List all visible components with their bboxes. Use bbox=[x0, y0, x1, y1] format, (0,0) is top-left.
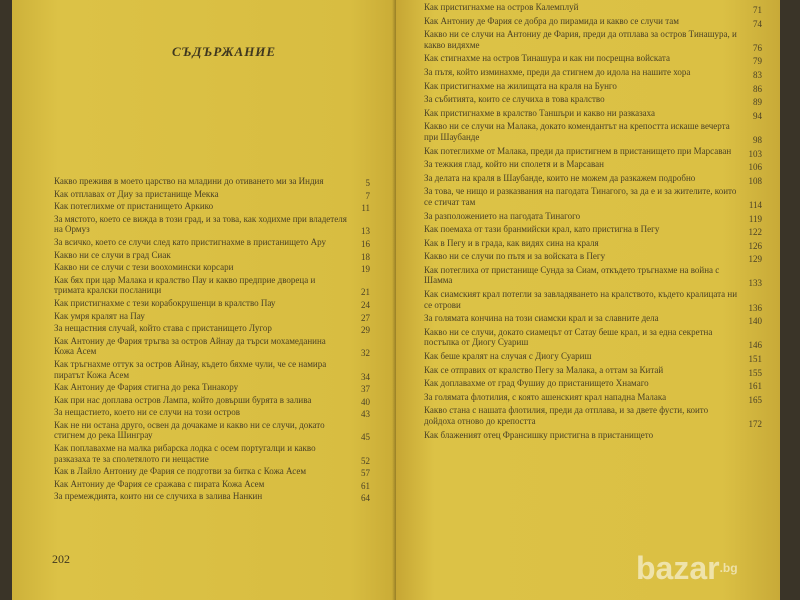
toc-entry-page: 155 bbox=[748, 367, 762, 378]
toc-entry-page: 61 bbox=[361, 480, 370, 491]
toc-entry-title: Как бях при цар Малака и кралство Пау и какво предприе двореца и тримата кралски посланици bbox=[54, 274, 316, 296]
toc-entry bbox=[424, 265, 762, 289]
toc-entry-page: 89 bbox=[753, 97, 762, 108]
watermark-text: bazar bbox=[636, 550, 720, 586]
toc-entry-title: Как се отправих от кралство Пегу за Малака, а оттам за Китай bbox=[424, 364, 664, 375]
page-number: 202 bbox=[52, 552, 70, 566]
left-page bbox=[12, 0, 396, 600]
toc-entry-title: За събитията, които се случиха в това кралство bbox=[424, 94, 605, 105]
toc-entry-title: Как беше кралят на случая с Диогу Суариш bbox=[424, 351, 592, 362]
toc-entry-page: 13 bbox=[361, 226, 370, 237]
toc-entry-page: 43 bbox=[361, 409, 370, 420]
toc-entry-title: Какво ни се случи в град Сиак bbox=[54, 249, 171, 260]
toc-entry-page: 151 bbox=[748, 354, 762, 365]
toc-entry bbox=[54, 201, 370, 214]
toc-entry bbox=[54, 298, 370, 311]
toc-entry-page: 5 bbox=[365, 178, 370, 188]
toc-entry-page: 86 bbox=[753, 83, 762, 94]
toc-entry-page: 74 bbox=[753, 18, 762, 29]
toc-entry-title: Какво ни се случи на Антониу де Фария, преди да отплава за остров Тинашура, и какво видяхме bbox=[424, 29, 737, 50]
toc-entry-title: Как умря кралят на Пау bbox=[54, 310, 145, 321]
toc-entry-title: За мястото, което се вижда в този град, и за това, как ходихме при владетеля на Ормуз bbox=[54, 213, 347, 235]
toc-entry-title: Как потеглихме от Малака, преди да пристигнем в пристанището при Марсаван bbox=[424, 145, 732, 156]
toc-entry-page: 129 bbox=[748, 254, 762, 265]
toc-entry-page: 146 bbox=[748, 340, 762, 351]
toc-entry bbox=[424, 289, 762, 313]
toc-entry bbox=[54, 214, 370, 237]
toc-entry bbox=[424, 327, 762, 351]
toc-entry bbox=[424, 94, 762, 108]
toc-entry bbox=[424, 2, 762, 16]
toc-entry-page: 172 bbox=[748, 419, 762, 429]
toc-entry-title: Как пристигнахме с тези корабокрушенци в кралство Пау bbox=[54, 297, 276, 308]
toc-entry bbox=[54, 275, 370, 298]
toc-entry-title: Как тръгнахме оттук за остров Айнау, където бяхме чули, че се намира пиратът Кожа Асем bbox=[54, 358, 327, 380]
toc-entry bbox=[424, 365, 762, 379]
toc-entry-title: Как потеглиха от пристанище Сунда за Сиам, откъдето тръгнахме на война с Шамма bbox=[424, 264, 720, 286]
toc-entry-page: 52 bbox=[361, 455, 370, 466]
toc-entry-page: 106 bbox=[748, 162, 762, 173]
toc-entry-title: Какво ни се случи, докато сиамецът от Сатау беше крал, и за една секретна постъпка от Диогу Суариш bbox=[424, 326, 713, 348]
toc-entry-title: За голямата флотилия, с която ашенският крал нападна Малака bbox=[424, 391, 667, 402]
toc-entry bbox=[424, 29, 762, 53]
toc-entry bbox=[424, 53, 762, 67]
toc-entry-title: Как пристигнахме на жилищата на краля на Бунго bbox=[424, 80, 617, 91]
toc-entry-title: Какво ни се случи по пътя и за войската в Пегу bbox=[424, 251, 606, 262]
toc-entry bbox=[424, 121, 762, 145]
toc-entry-title: За това, че нищо и разказвания на пагодата Тинагого, за да е и за жителите, които се стичат там bbox=[424, 186, 737, 207]
toc-entry-title: Как при нас доплава остров Лампа, който довърши бурята в залива bbox=[54, 394, 312, 405]
toc-entry bbox=[424, 108, 762, 122]
toc-entry-title: Как доплавахме от град Фушиу до пристанището Хнамаго bbox=[424, 378, 649, 389]
toc-entry-title: Как Антониу де Фария се добра до пирамида и какво се случи там bbox=[424, 15, 679, 26]
toc-entry-page: 21 bbox=[361, 287, 370, 298]
toc-entry bbox=[424, 351, 762, 365]
toc-entry-title: Как поемаха от тази бранмийски крал, като пристигна в Пегу bbox=[424, 224, 660, 235]
toc-entry bbox=[424, 211, 762, 225]
toc-entry bbox=[424, 159, 762, 173]
toc-entry-title: За пътя, който изминахме, преди да стигнем до идола на нашите хора bbox=[424, 66, 691, 77]
toc-entry bbox=[424, 430, 762, 444]
toc-entry bbox=[424, 238, 762, 252]
toc-entry-page: 11 bbox=[361, 203, 370, 214]
toc-entry-title: За голямата кончина на този сиамски крал и за славните дела bbox=[424, 313, 659, 324]
toc-entry-title: За всичко, което се случи след като пристигнахме в пристанището Ару bbox=[54, 236, 326, 247]
toc-entry-title: За делата на краля в Шаубанде, които не можем да разкажем подробно bbox=[424, 172, 696, 183]
toc-entry-title: Как пристигнахме на остров Калемплуй bbox=[424, 2, 579, 12]
toc-entry-page: 34 bbox=[361, 371, 370, 382]
toc-entry-page: 45 bbox=[361, 432, 370, 443]
toc-entry-page: 18 bbox=[361, 251, 370, 262]
toc-entry-page: 133 bbox=[748, 278, 762, 289]
toc-entry-page: 19 bbox=[361, 264, 370, 275]
toc-entry-page: 108 bbox=[748, 175, 762, 186]
toc-entry-title: Какво стана с нашата флотилия, преди да отплава, и за двете фусти, които дойдоха отново до крепостта bbox=[424, 405, 709, 426]
toc-entry bbox=[424, 146, 762, 160]
toc-entry bbox=[54, 420, 370, 443]
toc-entry-title: Как не ни остана друго, освен да дочакаме и какво ни се случи, докато стигнем до река Шинграу bbox=[54, 419, 325, 441]
toc-entry-title: За премеждията, които ни се случиха в залива Нанкин bbox=[54, 491, 263, 502]
toc-entry-page: 119 bbox=[748, 213, 762, 224]
toc-entry-page: 140 bbox=[748, 316, 762, 327]
right-page bbox=[396, 0, 780, 600]
toc-entry-page: 71 bbox=[753, 5, 762, 15]
toc-entry-page: 29 bbox=[361, 325, 370, 336]
toc-entry-title: Как Антониу де Фария стигна до река Тинакору bbox=[54, 382, 239, 393]
toc-entry-title: Как потеглихме от пристанището Аркико bbox=[54, 201, 214, 212]
toc-entry-title: Как Антониу де Фария се сражава с пирата Кожа Асем bbox=[54, 478, 265, 489]
toc-entry-title: За нещастието, което ни се случи на този остров bbox=[54, 407, 240, 418]
toc-entry-page: 83 bbox=[753, 69, 762, 80]
toc-entry-page: 40 bbox=[361, 396, 370, 407]
toc-entry-title: Какво ни се случи с тези воохомински корсари bbox=[54, 262, 234, 273]
toc-entry-title: Как стигнахме на остров Тинашура и как ни посрещна войската bbox=[424, 53, 670, 64]
toc-entry-page: 57 bbox=[361, 468, 370, 479]
toc-entry-title: Как в Пегу и в града, как видях сина на краля bbox=[424, 237, 599, 248]
watermark-tld: .bg bbox=[719, 561, 738, 575]
toc-entry bbox=[424, 378, 762, 392]
watermark-logo bbox=[636, 548, 786, 588]
toc-entry bbox=[54, 311, 370, 324]
toc-entry-title: Как пристигнахме в кралство Таншъри и какво ни разказаха bbox=[424, 107, 656, 118]
toc-entry-page: 7 bbox=[365, 190, 370, 201]
toc-entry bbox=[424, 67, 762, 81]
toc-entry bbox=[424, 224, 762, 238]
toc-entry bbox=[424, 186, 762, 210]
toc-entry-page: 98 bbox=[753, 134, 762, 145]
toc-entry-page: 94 bbox=[753, 110, 762, 121]
toc-entry bbox=[54, 491, 370, 504]
toc-entry bbox=[54, 382, 370, 395]
toc-entry-title: Как блаженият отец Франсишку пристигна в пристанището bbox=[424, 429, 654, 440]
toc-entry-page: 161 bbox=[748, 381, 762, 392]
toc-entry-title: Как сиамският крал потегли за завладяването на кралството, където кралицата ни се отрови bbox=[424, 289, 738, 310]
toc-entry bbox=[424, 405, 762, 429]
toc-entry bbox=[54, 466, 370, 479]
toc-entry bbox=[54, 237, 370, 250]
toc-entry-page: 126 bbox=[748, 240, 762, 251]
toc-entry bbox=[424, 173, 762, 187]
toc-entry-page: 27 bbox=[361, 312, 370, 323]
toc-entry-title: Как Антониу де Фария тръгва за остров Айнау да търси мохамеданина Кожа Асем bbox=[54, 335, 326, 357]
toc-entry bbox=[54, 407, 370, 420]
toc-entry bbox=[424, 313, 762, 327]
toc-entry bbox=[424, 392, 762, 406]
toc-entry bbox=[54, 176, 370, 189]
toc-entry-title: За разположението на пагодата Тинагого bbox=[424, 210, 581, 221]
toc-entry-page: 37 bbox=[361, 384, 370, 395]
toc-entry-title: Какво ни се случи на Малака, докато комендантът на крепостта искаше вечерта при Шаубанде bbox=[424, 121, 730, 142]
toc-entry bbox=[54, 359, 370, 382]
toc-entry-title: За тежкия глад, който ни сполетя и в Марсаван bbox=[424, 159, 604, 170]
toc-entry bbox=[54, 395, 370, 408]
toc-title: СЪДЪРЖАНИЕ bbox=[172, 44, 277, 59]
toc-entry bbox=[54, 262, 370, 275]
toc-entry bbox=[54, 336, 370, 359]
toc-entry-page: 136 bbox=[748, 302, 762, 313]
right-toc-list bbox=[424, 2, 762, 443]
toc-entry-page: 76 bbox=[753, 42, 762, 53]
toc-entry bbox=[54, 323, 370, 336]
toc-entry-page: 122 bbox=[748, 227, 762, 238]
left-toc-list bbox=[54, 176, 370, 504]
toc-entry-title: Как отплавах от Диу за пристанище Меккa bbox=[54, 188, 219, 199]
toc-entry-title: Какво преживя в моето царство на младини до отиването ми за Индия bbox=[54, 176, 324, 186]
toc-entry bbox=[424, 81, 762, 95]
toc-entry bbox=[424, 251, 762, 265]
toc-entry-title: За нещастния случай, който става с пристанището Лугор bbox=[54, 323, 272, 334]
toc-entry-page: 24 bbox=[361, 299, 370, 310]
toc-entry-page: 165 bbox=[748, 394, 762, 405]
toc-entry bbox=[54, 479, 370, 492]
toc-entry-title: Как поплавахме на малка рибарска лодка с осем португалци и какво разказаха те за сполетялото ги нещастие bbox=[54, 443, 316, 464]
toc-entry-page: 32 bbox=[361, 348, 370, 359]
toc-entry-page: 79 bbox=[753, 56, 762, 67]
toc-entry-page: 16 bbox=[361, 238, 370, 249]
toc-entry-page: 103 bbox=[748, 148, 762, 159]
toc-entry bbox=[54, 250, 370, 263]
toc-entry-title: Как в Лайло Антониу де Фария се подготви за битка с Кожа Асем bbox=[54, 466, 307, 477]
toc-entry-page: 64 bbox=[361, 493, 370, 504]
toc-entry bbox=[54, 189, 370, 202]
toc-entry bbox=[424, 16, 762, 30]
toc-entry-page: 114 bbox=[748, 199, 762, 210]
toc-entry bbox=[54, 443, 370, 466]
